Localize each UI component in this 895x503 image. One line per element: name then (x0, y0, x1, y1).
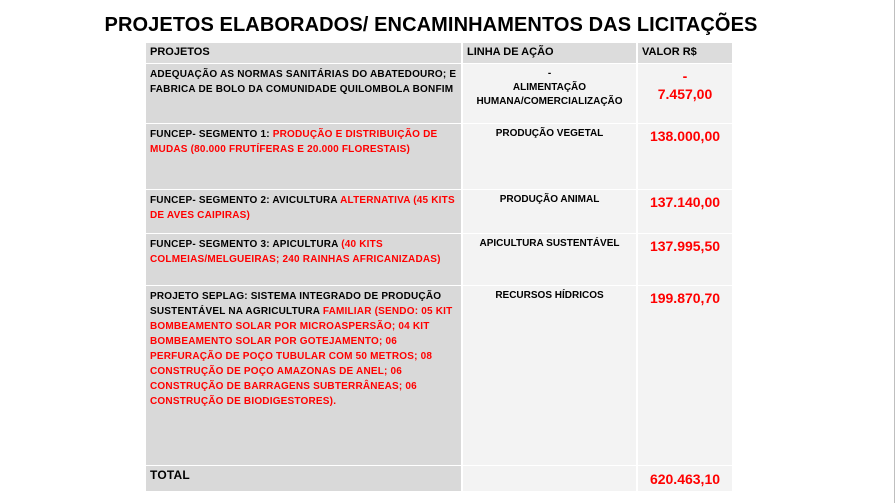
projeto-text: ADEQUAÇÃO AS NORMAS SANITÁRIAS DO ABATEDOURO; E FABRICA DE BOLO DA COMUNIDADE QUILOMBOLA BONFIM (150, 68, 457, 95)
projeto-cell (146, 189, 462, 233)
linha-text: ALIMENTAÇÃO HUMANA/COMERCIALIZAÇÃO (476, 81, 623, 107)
projeto-text: FUNCEP- SEGMENTO 3: APICULTURA (150, 238, 342, 250)
header-projetos: PROJETOS (146, 43, 462, 63)
valor-cell: 138.000,00 (637, 123, 732, 189)
table-row (146, 285, 732, 465)
linha-cell: RECURSOS HÍDRICOS (462, 285, 637, 465)
valor-cell: 199.870,70 (637, 285, 732, 465)
projeto-highlight: ALTERNATIVA (45 KITS DE AVES CAIPIRAS) (150, 194, 455, 221)
valor-cell: 137.995,50 (637, 233, 732, 285)
total-row (146, 465, 732, 491)
total-label: TOTAL (146, 465, 462, 491)
header-linha-de-acao: LINHA DE AÇÃO (462, 43, 637, 63)
projeto-cell (146, 123, 462, 189)
valor-cell (637, 63, 732, 123)
table-header-row (146, 43, 732, 63)
projeto-text: FUNCEP- SEGMENTO 2: AVICULTURA (150, 194, 341, 206)
table-row (146, 63, 732, 123)
valor-text: 7.457,00 (657, 85, 713, 102)
table-row (146, 189, 732, 233)
projeto-text: PROJETO SEPLAG: SISTEMA INTEGRADO DE PRODUÇÃO SUSTENTÁVEL NA AGRICULTURA (150, 290, 442, 317)
linha-dash: - (547, 67, 552, 79)
linha-cell (462, 63, 637, 123)
projeto-highlight: PRODUÇÃO E DISTRIBUIÇÃO DE MUDAS (80.000 FRUTÍFERAS E 20.000 FLORESTAIS) (150, 128, 438, 155)
linha-cell: PRODUÇÃO VEGETAL (462, 123, 637, 189)
projeto-cell (146, 285, 462, 465)
table-row (146, 123, 732, 189)
valor-dash: - (682, 67, 688, 84)
linha-cell: APICULTURA SUSTENTÁVEL (462, 233, 637, 285)
total-empty-cell (462, 465, 637, 491)
linha-cell: PRODUÇÃO ANIMAL (462, 189, 637, 233)
valor-cell: 137.140,00 (637, 189, 732, 233)
projeto-highlight: (40 KITS COLMEIAS/MELGUEIRAS; 240 RAINHAS AFRICANIZADAS) (150, 238, 441, 265)
projeto-text: FUNCEP- SEGMENTO 1: (150, 128, 273, 140)
header-valor: VALOR R$ (637, 43, 732, 63)
page-title: PROJETOS ELABORADOS/ ENCAMINHAMENTOS DAS LICITAÇÕES (104, 14, 758, 36)
projeto-highlight: FAMILIAR (SENDO: 05 KIT BOMBEAMENTO SOLAR POR MICROASPERSÃO; 04 KIT BOMBEAMENTO SOLAR POR GOTEJAMENTO; 06 PERFURAÇÃO DE POÇO TUBULAR COM 50 METROS; 08 CONSTRUÇÃO DE POÇO AMAZONAS DE ANEL; 06 CONSTRUÇÃO DE BARRAGENS SUBTERRÂNEAS; 06 CONSTRUÇÃO DE BIODIGESTORES). (150, 305, 453, 407)
projects-table (146, 43, 732, 492)
table-row (146, 233, 732, 285)
projeto-cell (146, 63, 462, 123)
projeto-cell (146, 233, 462, 285)
total-value: 620.463,10 (637, 465, 732, 491)
